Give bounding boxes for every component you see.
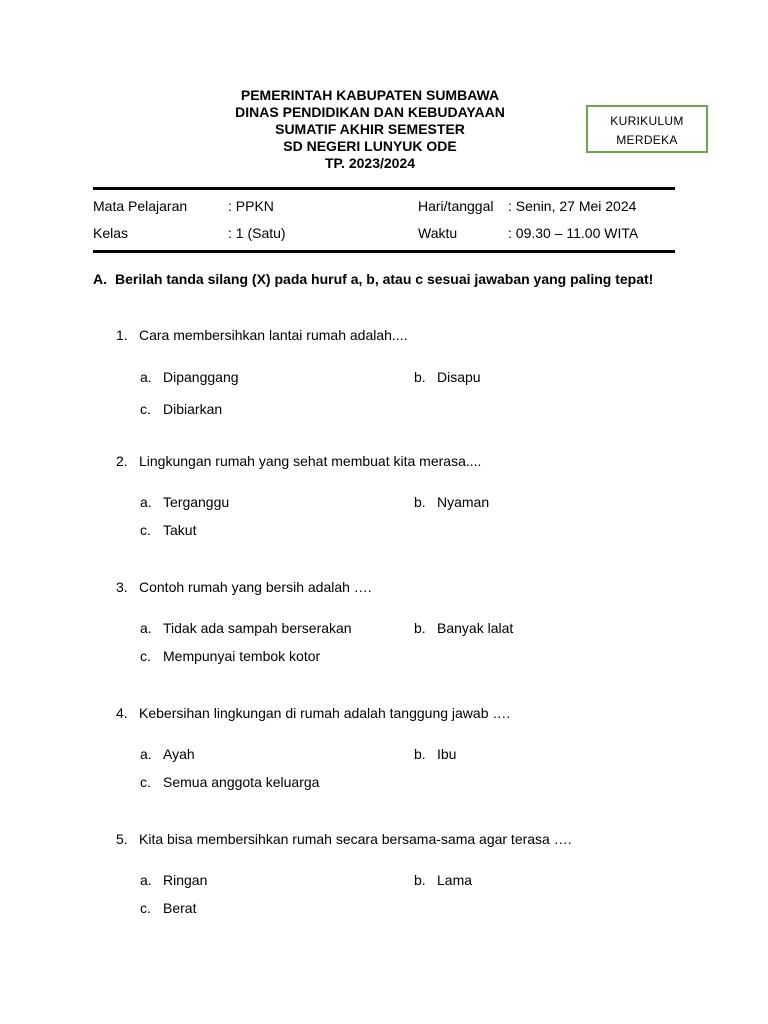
option-text: Terganggu — [163, 494, 230, 510]
time-label: Waktu — [418, 225, 458, 241]
option-text: Tidak ada sampah berserakan — [163, 620, 352, 636]
option-text: Lama — [437, 872, 473, 888]
option-letter: c. — [140, 774, 151, 790]
option-letter: a. — [140, 620, 152, 636]
question-2-option-b — [414, 494, 489, 510]
option-text: Banyak lalat — [437, 620, 514, 636]
subject-label: Mata Pelajaran — [93, 198, 188, 214]
option-letter: c. — [140, 401, 151, 417]
question-number: 5. — [116, 831, 128, 847]
question-text: Contoh rumah yang bersih adalah …. — [139, 579, 372, 595]
option-letter: b. — [414, 872, 426, 888]
header-line-school-year: TP. 2023/2024 — [324, 155, 416, 171]
question-3-option-b — [414, 620, 513, 636]
class-label: Kelas — [93, 225, 129, 241]
question-number: 1. — [116, 327, 128, 343]
question-5-option-c — [140, 900, 196, 916]
option-text: Disapu — [437, 369, 481, 385]
section-instruction — [93, 268, 675, 290]
option-text: Dipanggang — [163, 369, 239, 385]
question-text: Cara membersihkan lantai rumah adalah.... — [139, 327, 408, 343]
option-letter: b. — [414, 620, 426, 636]
time-value: : 09.30 – 11.00 WITA — [508, 225, 639, 241]
option-letter: c. — [140, 648, 151, 664]
question-4-option-b — [414, 746, 456, 762]
option-text: Takut — [163, 522, 197, 538]
header-line-exam-title: SUMATIF AKHIR SEMESTER — [275, 121, 465, 137]
badge-line-1: KURIKULUM — [610, 114, 684, 128]
option-letter: c. — [140, 900, 151, 916]
badge-line-2: MERDEKA — [616, 133, 678, 147]
date-label: Hari/tanggal — [418, 198, 494, 214]
header-line-school: SD NEGERI LUNYUK ODE — [283, 138, 457, 154]
question-5-option-b — [414, 872, 472, 888]
option-letter: a. — [140, 494, 152, 510]
question-1 — [116, 327, 407, 343]
section-letter: A. — [93, 271, 107, 287]
class-value: : 1 (Satu) — [228, 225, 286, 241]
option-text: Ringan — [163, 872, 208, 888]
question-2-option-c — [140, 522, 196, 538]
question-4-option-a — [140, 746, 195, 762]
option-letter: b. — [414, 369, 426, 385]
option-text: Semua anggota keluarga — [163, 774, 320, 790]
question-3-option-c — [140, 648, 320, 664]
section-instruction-text: Berilah tanda silang (X) pada huruf a, b, atau c sesuai jawaban yang paling tepat! — [115, 271, 654, 287]
option-letter: a. — [140, 369, 152, 385]
question-2-option-a — [140, 494, 229, 510]
question-text: Kita bisa membersihkan rumah secara bersama-sama agar terasa …. — [139, 831, 572, 847]
question-4 — [116, 705, 510, 721]
question-4-option-c — [140, 774, 319, 790]
question-text: Lingkungan rumah yang sehat membuat kita merasa.... — [139, 453, 482, 469]
option-letter: b. — [414, 494, 426, 510]
question-5-option-a — [140, 872, 207, 888]
question-number: 3. — [116, 579, 128, 595]
subject-value: : PPKN — [228, 198, 274, 214]
question-1-option-c — [140, 401, 222, 417]
option-text: Ayah — [163, 746, 195, 762]
question-3 — [116, 579, 372, 595]
curriculum-badge — [586, 105, 708, 153]
option-letter: a. — [140, 872, 152, 888]
option-text: Ibu — [437, 746, 457, 762]
option-letter: a. — [140, 746, 152, 762]
top-divider — [93, 187, 675, 190]
option-text: Dibiarkan — [163, 401, 223, 417]
question-text: Kebersihan lingkungan di rumah adalah tanggung jawab …. — [139, 705, 511, 721]
option-letter: c. — [140, 522, 151, 538]
question-1-option-b — [414, 369, 481, 385]
option-letter: b. — [414, 746, 426, 762]
question-number: 4. — [116, 705, 128, 721]
header-line-department: DINAS PENDIDIKAN DAN KEBUDAYAAN — [235, 104, 505, 120]
date-value: : Senin, 27 Mei 2024 — [508, 198, 637, 214]
bottom-divider — [93, 250, 675, 253]
question-1-option-a — [140, 369, 239, 385]
question-5 — [116, 831, 572, 847]
option-text: Berat — [163, 900, 197, 916]
question-3-option-a — [140, 620, 352, 636]
option-text: Mempunyai tembok kotor — [163, 648, 321, 664]
header-line-government: PEMERINTAH KABUPATEN SUMBAWA — [240, 87, 500, 103]
question-2 — [116, 453, 481, 469]
option-text: Nyaman — [437, 494, 490, 510]
question-number: 2. — [116, 453, 128, 469]
